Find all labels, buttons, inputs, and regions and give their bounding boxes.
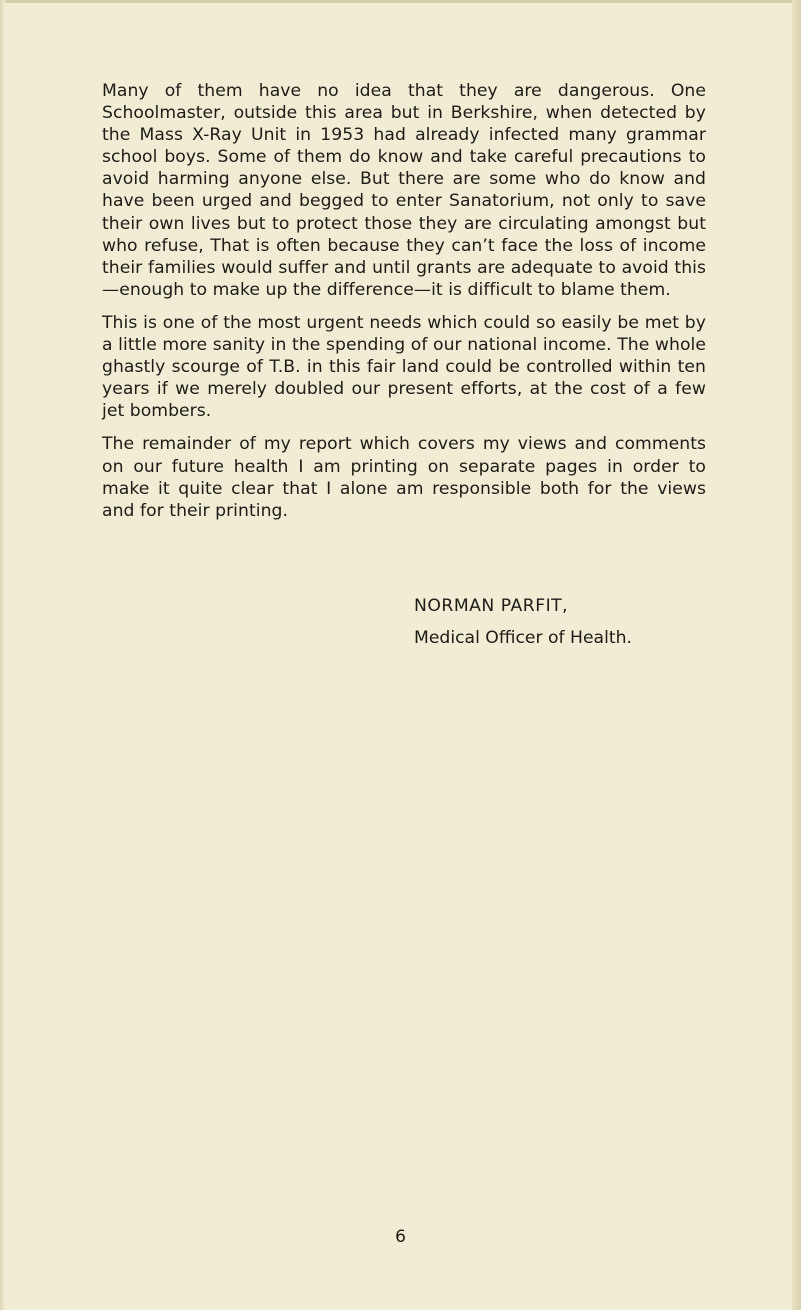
page-edge-right: [792, 0, 801, 1310]
paragraph-infection: Many of them have no idea that they are dangerous. One Schoolmaster, outside this area but in Berkshire, when detected by the Mass X-Ray Unit in 1953 had already infected many grammar school boys. Some of them do know and take careful precautions to avoid harming anyone else. But there are some who do know and have been urged and begged to enter Sanatorium, not only to save their own lives but to protect those they are circulating amongst but who refuse, That is often because they can’t face the loss of income their families would suffer and until grants are adequate to avoid this—enough to make up the difference—it is difficult to blame them.: [102, 81, 706, 300]
page-number: 6: [395, 1227, 406, 1247]
paragraph-urgent-needs: This is one of the most urgent needs which could so easily be met by a little more sanity in the spending of our national income. The whole ghastly scourge of T.B. in this fair land could be controlled within ten years if we merely doubled our present efforts, at the cost of a few jet bombers.: [102, 312, 706, 422]
paragraph-report-remainder: The remainder of my report which covers my views and comments on our future health I am printing on separate pages in order to make it quite clear that I alone am responsible both for the views and for their printing.: [102, 434, 706, 521]
signature-name: NORMAN PARFIT,: [414, 596, 569, 616]
page-edge-left: [0, 0, 5, 1310]
page-edge-top: [0, 0, 801, 3]
signature-title: Medical Officer of Health.: [414, 628, 632, 648]
signature-block: [414, 595, 632, 649]
body-text: [102, 80, 706, 533]
